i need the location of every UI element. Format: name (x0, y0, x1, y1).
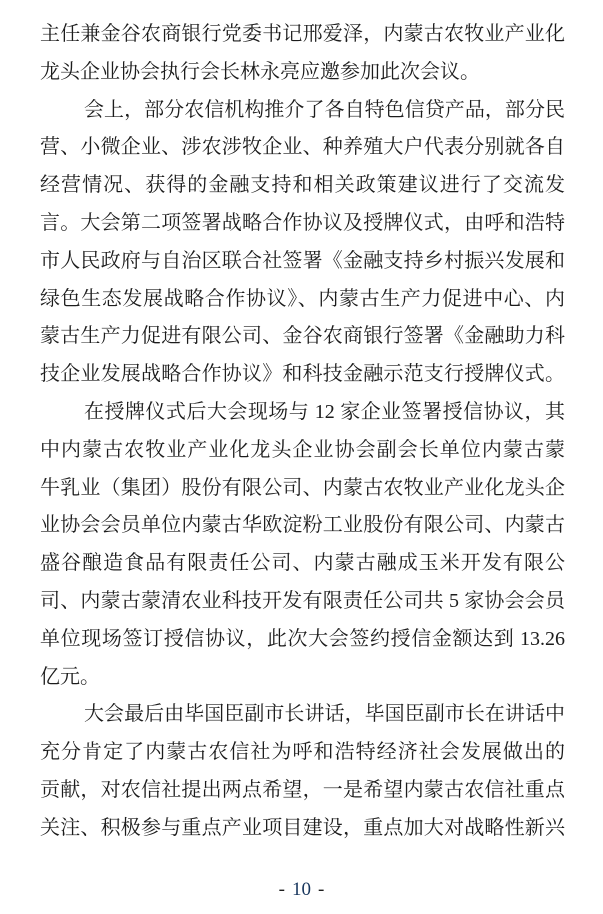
text-line: 牛乳业（集团）股份有限公司、内蒙古农牧业产业化龙头企 (40, 476, 565, 499)
footer-dash-right: - (318, 879, 325, 900)
page-footer (0, 876, 603, 904)
text-line: 亿元。 (40, 665, 100, 688)
text-line: 贡献，对农信社提出两点希望，一是希望内蒙古农信社重点 (40, 778, 565, 801)
text-line: 会上，部分农信机构推介了各自特色信贷产品，部分民 (84, 98, 565, 121)
text-line: 单位现场签订授信协议，此次大会签约授信金额达到 13.26 (40, 627, 565, 650)
text-line: 业协会会员单位内蒙古华欧淀粉工业股份有限公司、内蒙古 (40, 514, 565, 537)
text-line: 经营情况、获得的金融支持和相关政策建议进行了交流发 (40, 174, 565, 197)
text-line: 在授牌仪式后大会现场与 12 家企业签署授信协议，其 (84, 400, 565, 423)
text-line: 营、小微企业、涉农涉牧企业、种养殖大户代表分别就各自 (40, 136, 565, 159)
text-line: 市人民政府与自治区联合社签署《金融支持乡村振兴发展和 (40, 249, 565, 272)
text-line: 蒙古生产力促进有限公司、金谷农商银行签署《金融助力科 (40, 325, 565, 348)
text-line: 司、内蒙古蒙清农业科技开发有限责任公司共 5 家协会会员 (40, 589, 565, 612)
text-line: 绿色生态发展战略合作协议》、内蒙古生产力促进中心、内 (40, 287, 565, 310)
text-line: 盛谷酿造食品有限责任公司、内蒙古融成玉米开发有限公 (40, 552, 565, 575)
text-line: 言。大会第二项签署战略合作协议及授牌仪式，由呼和浩特 (40, 211, 565, 234)
footer-dash-left: - (278, 879, 285, 900)
text-line: 关注、积极参与重点产业项目建设，重点加大对战略性新兴 (40, 816, 565, 839)
text-line: 大会最后由毕国臣副市长讲话，毕国臣副市长在讲话中 (84, 703, 565, 726)
text-line: 龙头企业协会执行会长林永亮应邀参加此次会议。 (40, 60, 480, 83)
text-line: 中内蒙古农牧业产业化龙头企业协会副会长单位内蒙古蒙 (40, 438, 565, 461)
document-body (40, 16, 565, 848)
text-line: 充分肯定了内蒙古农信社为呼和浩特经济社会发展做出的 (40, 741, 565, 764)
text-line: 主任兼金谷农商银行党委书记邢爱泽，内蒙古农牧业产业化 (40, 23, 565, 45)
page-number: 10 (292, 879, 311, 900)
text-line: 技企业发展战略合作协议》和科技金融示范支行授牌仪式。 (40, 363, 565, 386)
